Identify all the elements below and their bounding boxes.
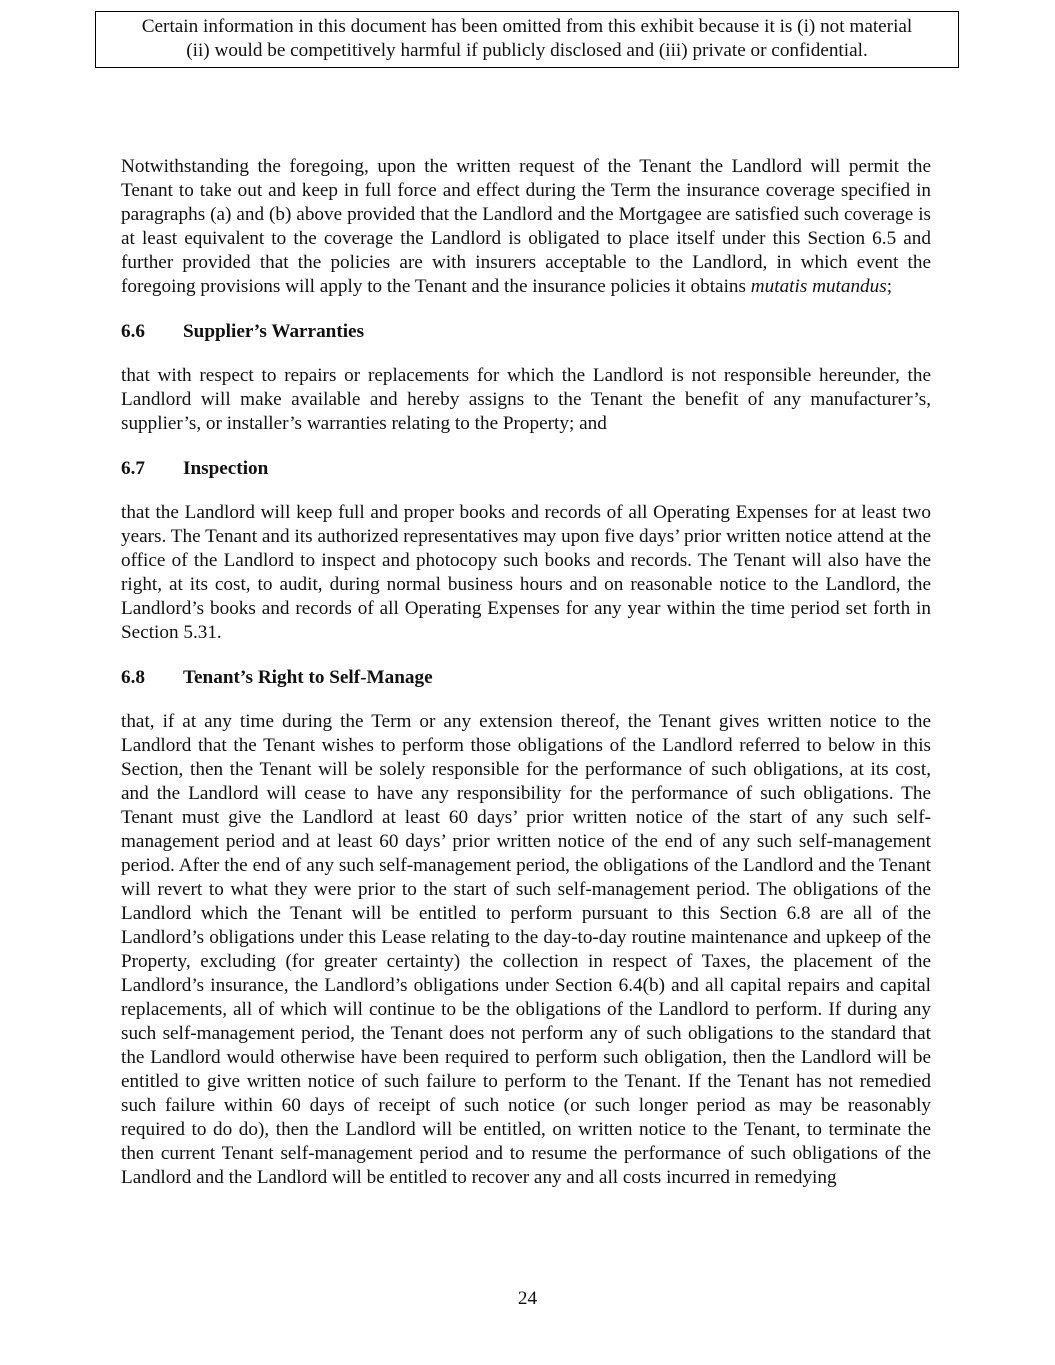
notice-line-2: (ii) would be competitively harmful if publicly disclosed and (iii) private or confidential. <box>186 40 868 61</box>
section-title: Tenant’s Right to Self-Manage <box>183 667 433 688</box>
section-heading-6-6 <box>121 320 931 344</box>
intro-text: Notwithstanding the foregoing, upon the written request of the Tenant the Landlord will permit the Tenant to take out and keep in full force and effect during the Term the insurance coverage specified in paragraphs (a) and (b) above provided that the Landlord and the Mortgagee are satisfied such coverage is at least equivalent to the coverage the Landlord is obligated to place itself under this Section 6.5 and further provided that the policies are with insurers acceptable to the Landlord, in which event the foregoing provisions will apply to the Tenant and the insurance policies it obtains <box>121 156 931 297</box>
notice-line-1: Certain information in this document has been omitted from this exhibit because it is (i) not material <box>141 16 913 37</box>
section-number: 6.6 <box>121 321 145 342</box>
section-body-6-8: that, if at any time during the Term or any extension thereof, the Tenant gives written notice to the Landlord that the Tenant wishes to perform those obligations of the Landlord referred to below in this Section, then the Tenant will be solely responsible for the performance of such obligations, at its cost, and the Landlord will cease to have any responsibility for the performance of such obligations. The Tenant must give the Landlord at least 60 days’ prior written notice of the start of any such self-management period and at least 60 days’ prior written notice of the end of any such self-management period. After the end of any such self-management period, the obligations of the Landlord and the Tenant will revert to what they were prior to the start of such self-management period. The obligations of the Landlord which the Tenant will be entitled to perform pursuant to this Section 6.8 are all of the Landlord’s obligations under this Lease relating to the day-to-day routine maintenance and upkeep of the Property, excluding (for greater certainty) the collection in respect of Taxes, the placement of the Landlord’s insurance, the Landlord’s obligations under Section 6.4(b) and all capital repairs and capital replacements, all of which will continue to be the obligations of the Landlord to perform. If during any such self-management period, the Tenant does not perform any of such obligations to the standard that the Landlord would otherwise have been required to perform such obligation, then the Landlord will be entitled to give written notice of such failure to perform to the Tenant. If the Tenant has not remedied such failure within 60 days of receipt of such notice (or such longer period as may be reasonably required to do do), then the Landlord will be entitled, on written notice to the Tenant, to terminate the then current Tenant self-management period and to resume the performance of such obligations of the Landlord and the Landlord will be entitled to recover any and all costs incurred in remedying <box>121 711 931 1188</box>
section-heading-6-7 <box>121 457 931 481</box>
intro-text-end: ; <box>886 276 893 297</box>
intro-italic-phrase: mutatis mutandus <box>750 276 887 297</box>
section-title: Supplier’s Warranties <box>183 321 365 342</box>
page-number: 24 <box>517 1288 538 1309</box>
section-title: Inspection <box>183 458 269 479</box>
document-body <box>121 155 931 1190</box>
section-number: 6.8 <box>121 667 145 688</box>
section-body-6-6: that with respect to repairs or replacements for which the Landlord is not responsible hereunder, the Landlord will make available and hereby assigns to the Tenant the benefit of any manufacturer’s, supplier’s, or installer’s warranties relating to the Property; and <box>121 365 931 434</box>
intro-paragraph <box>121 155 931 299</box>
section-heading-6-8 <box>121 666 931 690</box>
section-number: 6.7 <box>121 458 145 479</box>
section-body-6-7: that the Landlord will keep full and proper books and records of all Operating Expenses for at least two years. The Tenant and its authorized representatives may upon five days’ prior written notice attend at the office of the Landlord to inspect and photocopy such books and records. The Tenant will also have the right, at its cost, to audit, during normal business hours and on reasonable notice to the Landlord, the Landlord’s books and records of all Operating Expenses for any year within the time period set forth in Section 5.31. <box>121 502 931 643</box>
confidentiality-notice <box>95 11 959 68</box>
